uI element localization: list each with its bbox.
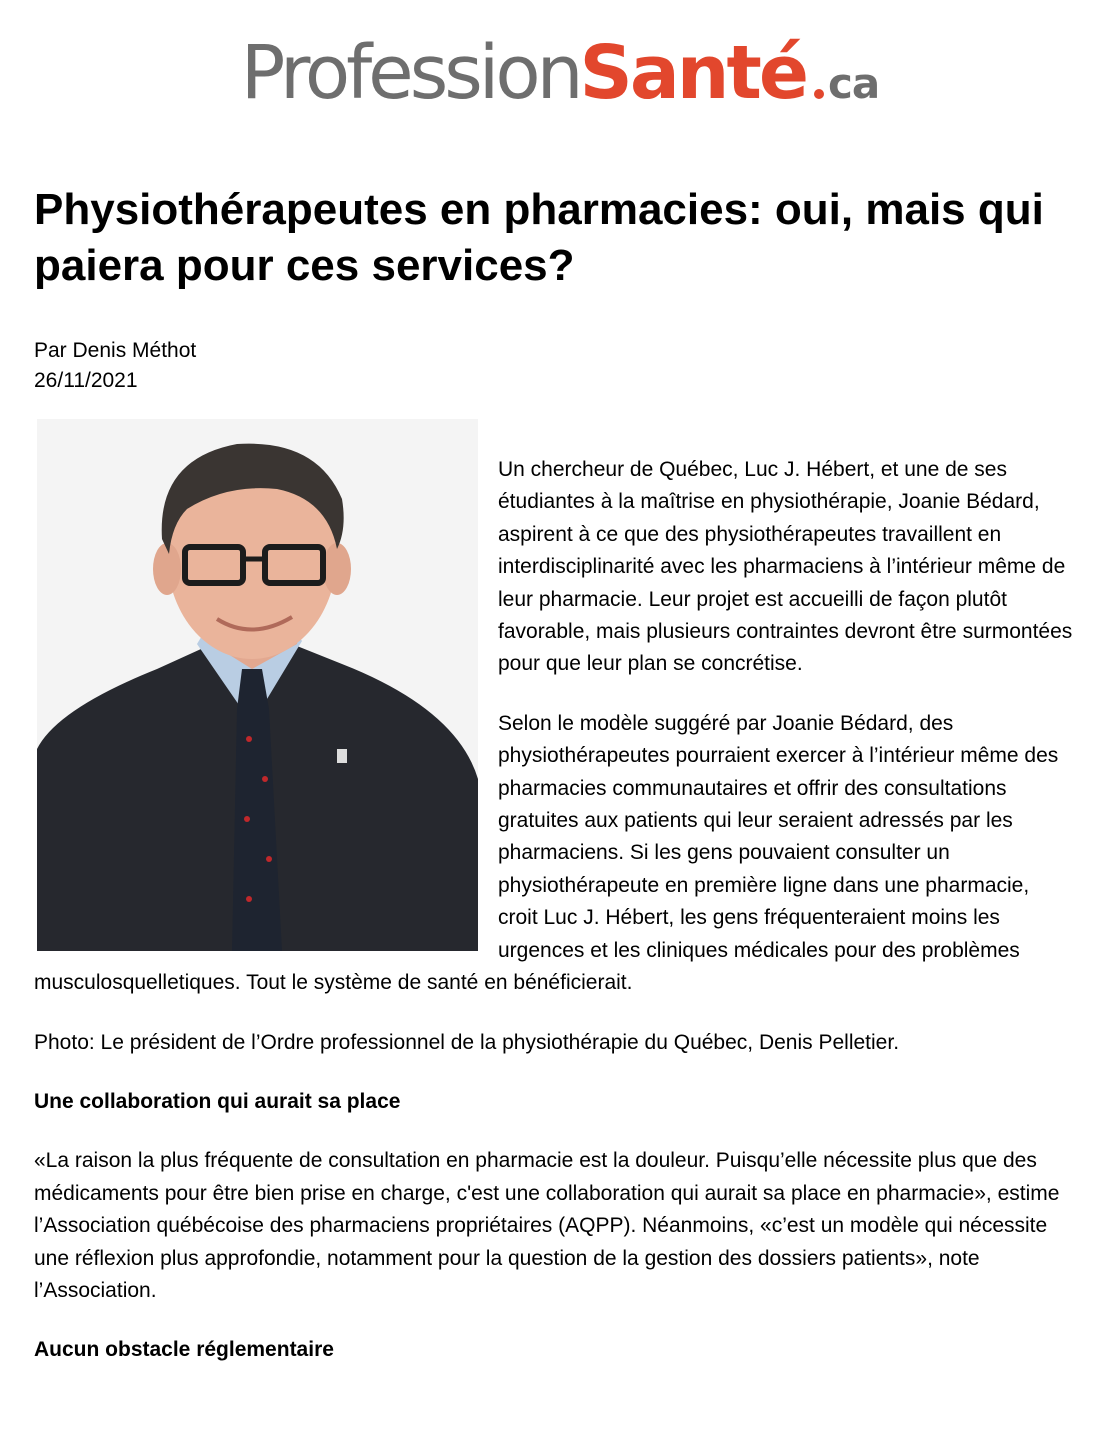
article-author: Par Denis Méthot — [34, 339, 197, 362]
article-photo — [37, 419, 478, 951]
logo-text-profession: Profession — [240, 30, 580, 116]
logo-dot — [814, 89, 824, 99]
site-logo[interactable] — [0, 30, 1100, 130]
article-paragraph: Un chercheur de Québec, Luc J. Hébert, et une de ses étudiantes à la maîtrise en physiothérapie, Joanie Bédard, aspirent à ce que des physiothérapeutes travaillent en interdisciplinarité avec les pharmaciens à l’intérieur même de leur pharmacie. Leur projet est accueilli de façon plutôt favorable, mais plusieurs contraintes devront être surmontées pour que leur plan se concrétise. — [498, 458, 1073, 676]
section-heading: Une collaboration qui aurait sa place — [34, 1089, 401, 1113]
logo-text-ca: ca — [828, 59, 880, 108]
article-date: 26/11/2021 — [34, 369, 138, 392]
article-meta — [34, 336, 196, 396]
article-body — [34, 454, 1074, 1394]
article-title: Physiothérapeutes en pharmacies: oui, mais qui paiera pour ces services? — [34, 185, 1044, 290]
photo-caption: Photo: Le président de l’Ordre professionnel de la physiothérapie du Québec, Denis Pelletier. — [34, 1030, 900, 1054]
article-paragraph: Selon le modèle suggéré par Joanie Bédard, des physiothérapeutes pourraient exercer à l’intérieur même des pharmacies communautaires et offrir des consultations gratuites aux patients qui leur seraient adressés par les pharmaciens. Si les gens pouvaient consulter un physiothérapeute en première ligne dans une pharmacie, croit Luc J. Hébert, les gens fréquenteraient moins les urgences et les cliniques médicales pour des problèmes musculosquelletiques. Tout le système de santé en bénéficierait. — [34, 711, 1059, 995]
section-heading: Aucun obstacle réglementaire — [34, 1338, 334, 1362]
article-paragraph: «La raison la plus fréquente de consultation en pharmacie est la douleur. Puisqu’elle nécessite plus que des médicaments pour être bien prise en charge, c'est une collaboration qui aurait sa place en pharmacie», estime l’Association québécoise des pharmaciens propriétaires (AQPP). Néanmoins, «c’est un modèle qui nécessite une réflexion plus approfondie, notamment pour la question de la gestion des dossiers patients», note l’Association. — [34, 1149, 1060, 1302]
logo-text-sante: Santé — [579, 30, 807, 116]
